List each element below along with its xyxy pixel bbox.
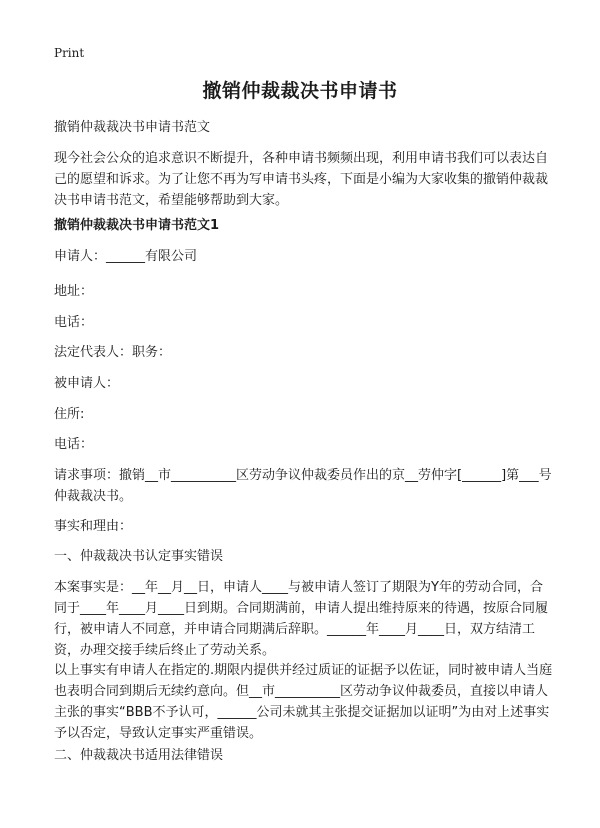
legal-rep-line: 法定代表人：职务：	[54, 345, 172, 360]
point-2-heading: 二、仲裁裁决书适用法律错误	[54, 748, 224, 763]
point-1-heading: 一、仲裁裁决书认定事实错误	[54, 549, 224, 564]
request-paragraph: 请求事项：撤销__市__________区劳动争议仲裁委员作出的京__劳仲字[______]第___号仲裁裁决书。	[54, 468, 552, 504]
subtitle: 撤销仲裁裁决书申请书范文	[54, 120, 211, 135]
intro-paragraph: 现今社会公众的追求意识不断提升，各种申请书频频出现，利用申请书我们可以表达自己的愿望和诉求。为了让您不再为写申请书头疼，下面是小编为大家收集的撤销仲裁裁决书申请书范文，希望能够帮助到大家。	[54, 151, 549, 208]
respondent-line: 被申请人：	[54, 376, 120, 391]
section-heading: 撤销仲裁裁决书申请书范文1	[54, 218, 220, 233]
evidence-paragraph: 以上事实有申请人在指定的.期限内提供并经过质证的证据予以佐证，同时被申请人当庭也表明合同到期后无续约意向。但__市__________区劳动争议仲裁委员，直接以申请人主张的事实“BBB不予认可，______公司未就其主张提交证据加以证明”为由对上述事实予以否定，导致认定事实严重错误。	[54, 663, 553, 741]
page-title: 撤销仲裁裁决书申请书	[202, 80, 398, 102]
phone-line-2: 电话：	[54, 437, 94, 452]
facts-heading: 事实和理由：	[54, 519, 133, 534]
print-label[interactable]: Print	[54, 46, 85, 60]
phone-line-1: 电话：	[54, 315, 94, 330]
address-line: 地址：	[54, 284, 94, 299]
applicant-line: 申请人：______有限公司	[54, 249, 198, 264]
residence-line: 住所:	[54, 407, 85, 422]
case-facts-paragraph: 本案事实是：__年__月__日，申请人____与被申请人签订了期限为Y年的劳动合同，合同于____年____月____日到期。合同期满前，申请人提出维持原来的待遇，按原合同履行，被申请人不同意，并申请合同期满后辞职。______年____月____日，双方结清工资，办理交接手续后终止了劳动关系。	[54, 580, 549, 658]
